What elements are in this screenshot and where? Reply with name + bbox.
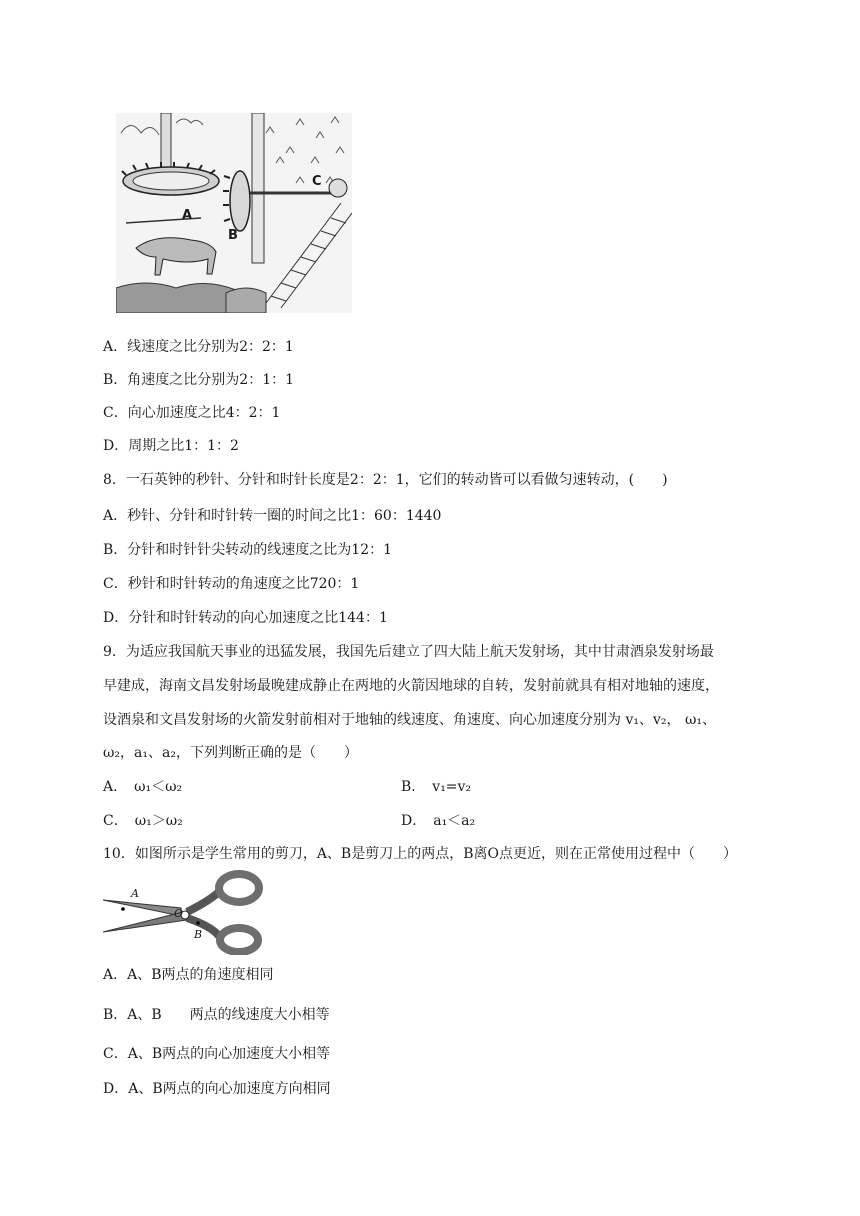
q9-option-b: B． v₁=v₂ bbox=[401, 779, 472, 795]
q10-option-c: C．A、B两点的向心加速度大小相等 bbox=[103, 1046, 331, 1062]
q8-option-a: A．秒针、分针和时针转一圈的时间之比1：60：1440 bbox=[103, 508, 442, 524]
gear-b-label: B bbox=[228, 228, 238, 243]
gear-illustration-svg bbox=[116, 113, 352, 313]
q9-stem-line1: 9．为适应我国航天事业的迅猛发展，我国先后建立了四大陆上航天发射场，其中甘肃酒泉发射场最 bbox=[103, 644, 714, 660]
ox-gear-illustration bbox=[116, 113, 352, 313]
q8-option-c: C．秒针和时针转动的角速度之比720：1 bbox=[103, 576, 360, 592]
q7-option-b: B．角速度之比分别为2：1：1 bbox=[103, 372, 295, 388]
gear-c-label: C bbox=[312, 174, 322, 189]
q9-option-d: D． a₁＜a₂ bbox=[401, 813, 476, 829]
q9-stem-line2: 早建成，海南文昌发射场最晚建成静止在两地的火箭因地球的自转，发射前就具有相对地轴的速度， bbox=[103, 678, 719, 694]
scissors-point-b-label: B bbox=[194, 928, 203, 941]
q9-stem-line4: ω₂，a₁、a₂，下列判断正确的是（ ） bbox=[103, 745, 358, 761]
q9-option-a: A． ω₁＜ω₂ bbox=[103, 779, 183, 795]
q10-option-b: B．A、B 两点的线速度大小相等 bbox=[103, 1007, 330, 1023]
gear-a-label: A bbox=[182, 208, 193, 223]
scissors-icon bbox=[101, 870, 266, 955]
q9-stem-line3: 设酒泉和文昌发射场的火箭发射前相对于地轴的线速度、角速度、向心加速度分别为 v₁、v₂， ω₁、 bbox=[103, 712, 716, 728]
q7-option-d: D．周期之比1：1：2 bbox=[103, 438, 239, 454]
q10-option-d: D．A、B两点的向心加速度方向相同 bbox=[103, 1081, 331, 1097]
scissors-point-a-label: A bbox=[131, 887, 139, 900]
q10-stem: 10．如图所示是学生常用的剪刀，A、B是剪刀上的两点，B离O点更近，则在正常使用过程中（ ） bbox=[103, 846, 737, 862]
scissors-figure bbox=[101, 870, 266, 955]
q7-option-c: C．向心加速度之比4：2：1 bbox=[103, 405, 281, 421]
q8-option-d: D．分针和时针转动的向心加速度之比144：1 bbox=[103, 610, 388, 626]
q9-option-c: C． ω₁＞ω₂ bbox=[103, 813, 183, 829]
q8-option-b: B．分针和时针针尖转动的线速度之比为12：1 bbox=[103, 542, 393, 558]
scissors-pivot-o-label: O bbox=[174, 907, 184, 920]
q7-option-a: A．线速度之比分别为2：2：1 bbox=[103, 339, 294, 355]
q10-option-a: A．A、B两点的角速度相同 bbox=[103, 967, 274, 983]
q8-stem: 8．一石英钟的秒针、分针和时针长度是2：2：1，它们的转动皆可以看做匀速转动，( ) bbox=[103, 472, 668, 488]
